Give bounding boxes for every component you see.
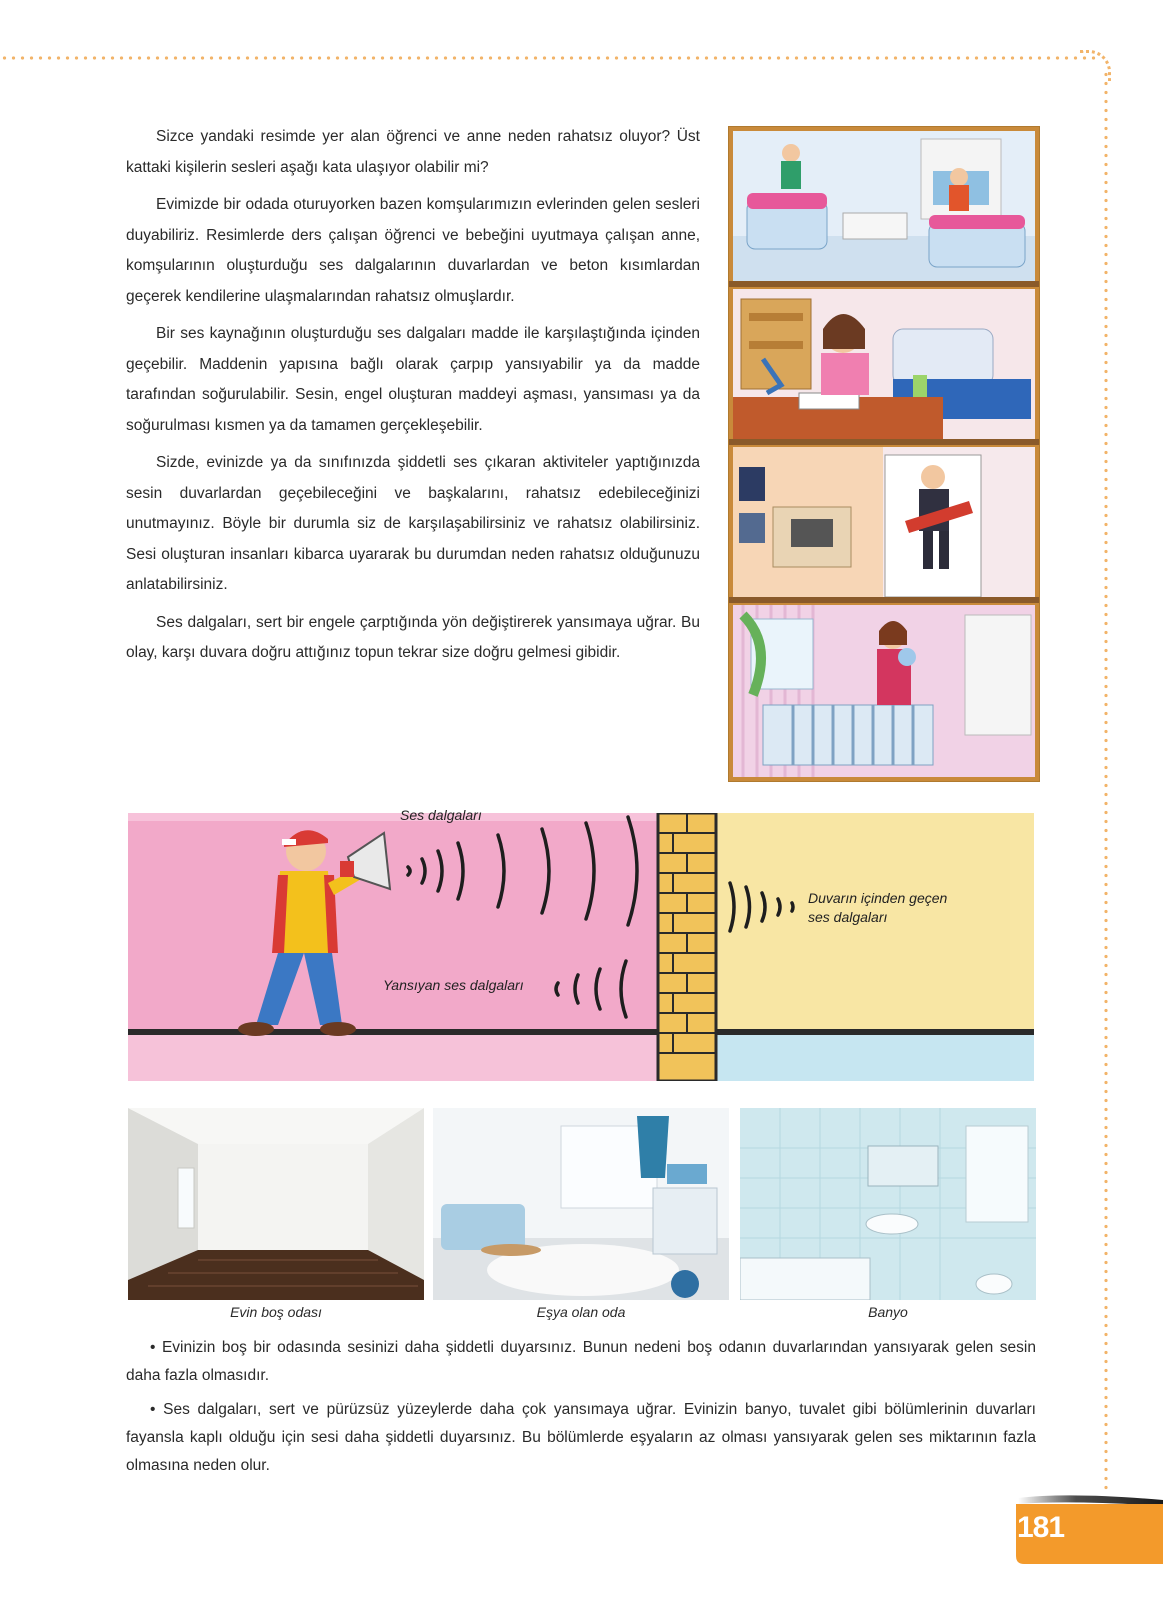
photo-empty-room [128, 1108, 424, 1300]
paragraph-1: Sizce yandaki resimde yer alan öğrenci ve anne neden rahatsız oluyor? Üst kattaki kişilerin sesleri aşağı kata ulaşıyor olabilir mi? [126, 128, 700, 176]
paragraph-2: Evimizde bir odada oturuyorken bazen komşularımızın evlerinden gelen sesleri duyabiliriz. Resimlerde ders çalışan öğrenci ve bebeğini uyutmaya çalışan anne, komşularının oluşturduğu ses dalgalarının duvarlardan ve beton kısımlardan geçerek kendilerine ulaşmalarından rahatsız olmuşlardır. [126, 196, 700, 305]
caption-furnished-room: Eşya olan oda [536, 1304, 626, 1320]
label-reflected-waves: Yansıyan ses dalgaları [383, 977, 524, 993]
bullet-symbol: • [150, 1401, 156, 1418]
caption-bathroom: Banyo [868, 1304, 908, 1320]
floor-slab [729, 281, 1039, 287]
intro-text [126, 122, 700, 676]
panel-student-room [733, 289, 1035, 439]
bullet-item-2 [126, 1396, 1036, 1480]
paragraph-5: Ses dalgaları, sert bir engele çarptığında yön değiştirerek yansımaya uğrar. Bu olay, karşı duvara doğru attığınız topun tekrar size doğru gelmesi gibidir. [126, 613, 700, 661]
label-sound-waves: Ses dalgaları [400, 807, 482, 823]
photo-bathroom [740, 1108, 1036, 1300]
panel-nursery [733, 605, 1035, 777]
panel-guitar-room [733, 447, 1035, 597]
bullet-list [126, 1334, 1036, 1486]
floor-slab-3 [729, 597, 1039, 603]
bullet-item-1 [126, 1334, 1036, 1390]
bullet-symbol: • [150, 1339, 156, 1356]
paragraph-4: Sizde, evinizde ya da sınıfınızda şiddetli ses çıkaran aktiviteler yaptığınızda sesin duvarlardan geçebileceğini ve başkalarını, rahatsız edebileceğinizi unutmayınız. Böyle bir durumla siz de karşılaşabilirsiniz ve rahatsız olabilirsiniz. Sesi oluşturan insanları kibarca uyararak bu durumdan neden rahatsız olduğunuzu anlatabilirsiniz. [126, 454, 700, 593]
panel-living-room [733, 131, 1035, 281]
sound-wave-diagram [128, 807, 1034, 1081]
bullet-text-1: Evinizin boş bir odasında sesinizi daha şiddetli duyarsınız. Bunun nedeni boş odanın duvarlarından yansıyarak gelen sesin daha fazla olmasıdır. [126, 1339, 1036, 1384]
wave-diagram-graphic [128, 813, 1034, 1081]
photo-furnished-room [433, 1108, 729, 1300]
caption-empty-room: Evin boş odası [230, 1304, 322, 1320]
apartment-illustration [728, 126, 1040, 782]
paragraph-3: Bir ses kaynağının oluşturduğu ses dalgaları madde ile karşılaştığında içinden geçebilir. Maddenin yapısına bağlı olarak çarpıp yansıyabilir ya da madde tarafından soğurulabilir. Sesin, engel oluşturan maddeyi aşması, yansıması ya da soğurulması kısmen ya da tamamen gerçekleşebilir. [126, 325, 700, 434]
label-passing-waves: Duvarın içinden geçen ses dalgaları [808, 890, 948, 925]
dotted-border-top [0, 56, 1100, 60]
floor-slab-2 [729, 439, 1039, 445]
bullet-text-2: Ses dalgaları, sert ve pürüzsüz yüzeylerde daha çok yansımaya uğrar. Evinizin banyo, tuvalet gibi bölümlerinin duvarları fayansla kaplı olduğu için sesi daha şiddetli duyarsınız. Bu bölümlerde eşyaların az olması yansıyarak gelen ses miktarının fazla olmasına neden olur. [126, 1401, 1036, 1474]
page-number: 181 [1017, 1511, 1065, 1544]
dotted-border-right [1104, 70, 1108, 1490]
